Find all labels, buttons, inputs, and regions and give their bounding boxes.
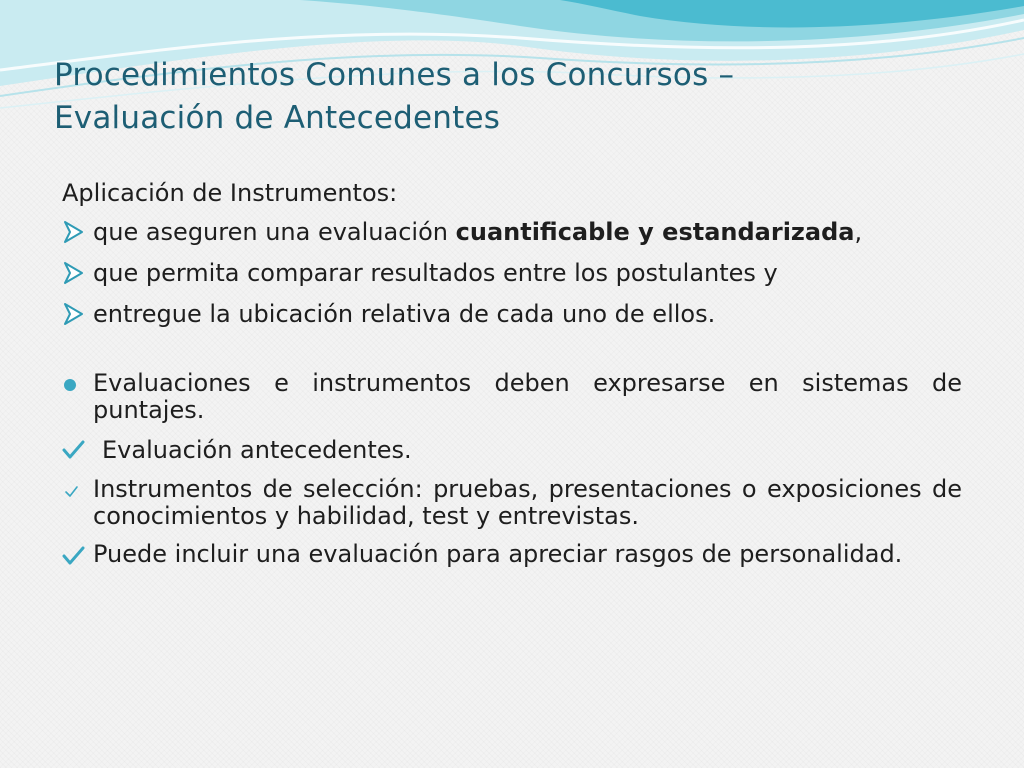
- dot-bullet-icon: [62, 370, 90, 400]
- slide-title-line2: Evaluación de Antecedentes: [54, 100, 501, 136]
- checkmark-icon: [62, 541, 90, 571]
- arrow-bullet-icon: [62, 299, 90, 329]
- slide-body: [62, 178, 962, 579]
- check-list-item: [62, 435, 962, 465]
- spacer: [62, 340, 962, 370]
- arrow-item-text: que permita comparar resultados entre los postulantes y: [93, 259, 778, 287]
- arrow-list-item: [62, 258, 962, 288]
- arrow-bullet-icon: [62, 217, 90, 247]
- check-list-item: [62, 541, 962, 568]
- arrow-item-text: [93, 217, 962, 247]
- emphasis-text: cuantificable y estandarizada: [455, 218, 855, 246]
- checkmark-icon: [62, 435, 90, 465]
- check-item-text: Evaluación antecedentes.: [102, 436, 412, 464]
- dot-list-item: [62, 370, 962, 424]
- slide-title-line1: Procedimientos Comunes a los Concursos –: [54, 57, 735, 93]
- arrow-list-item: [62, 299, 962, 329]
- small-checkmark-icon: [62, 476, 90, 506]
- check-item-text: Puede incluir una evaluación para apreciar rasgos de personalidad.: [93, 540, 903, 568]
- arrow-item-text-after: ,: [854, 218, 863, 246]
- arrow-item-text: entregue la ubicación relativa de cada uno de ellos.: [93, 300, 716, 328]
- check-list-item: [62, 476, 962, 530]
- arrow-item-text-before: que aseguren una evaluación: [93, 218, 456, 246]
- check-item-text: Instrumentos de selección: pruebas, presentaciones o exposiciones de conocimientos y habilidad, test y entrevistas.: [93, 475, 962, 530]
- arrow-bullet-icon: [62, 258, 90, 288]
- slide-title: [54, 54, 984, 140]
- arrow-list-item: [62, 217, 962, 247]
- dot-item-text: Evaluaciones e instrumentos deben expresarse en sistemas de puntajes.: [93, 369, 962, 424]
- intro-heading: Aplicación de Instrumentos:: [62, 179, 398, 207]
